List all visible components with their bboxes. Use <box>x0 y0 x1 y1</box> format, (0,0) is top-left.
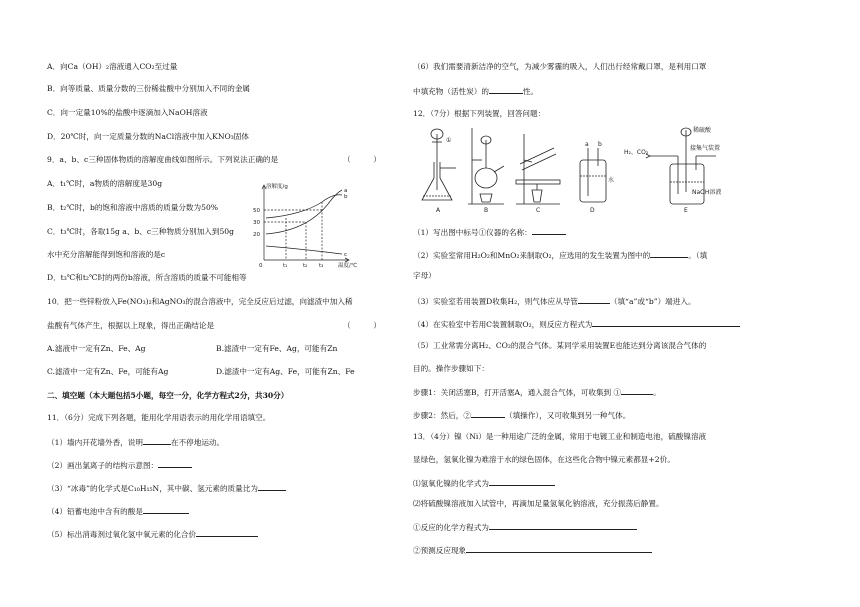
q11-sub3-blank[interactable] <box>258 482 286 491</box>
q12-sub1-text: （1）写出图中标号①仪器的名称： <box>413 228 532 237</box>
apparatus-figure <box>420 120 730 216</box>
q11-sub6-tail: 性。 <box>522 87 539 96</box>
q12-sub2-tail: 。（填 <box>688 251 708 260</box>
solubility-curve-graph <box>250 180 368 268</box>
q13-sub1-text: ⑴氢氧化镍的化学式为 <box>413 479 489 488</box>
apparatus-b <box>468 128 504 204</box>
q12-step1-text: 步骤1：关闭活塞B，打开活塞A，通入混合气体，可收集到 ① <box>413 388 622 397</box>
q10-paren: （ ） <box>343 321 381 330</box>
q11-sub4-blank[interactable] <box>143 505 189 514</box>
q11-sub6-blank[interactable] <box>489 85 523 94</box>
q11-sub6-line1: （6）我们需要清新洁净的空气，为减少雾霾的吸入，人们出行经常戴口罩，是利用口罩 <box>413 62 707 71</box>
q13-sub2-2-blank[interactable] <box>466 544 652 553</box>
water-label: 水 <box>608 177 615 184</box>
port-b-label: b <box>598 141 602 148</box>
q10-line2: 盐酸有气体产生，根据以上现象，得出正确结论是 <box>47 321 215 330</box>
q13-sub2-1-text: ①反应的化学方程式为 <box>413 523 489 532</box>
q13-line1: 13．（4分）镍（Ni）是一种用途广泛的金属，常用于电镀工业和制造电池，硫酸镍溶液 <box>413 432 707 441</box>
y-tick-20: 20 <box>253 232 260 238</box>
q12-step1-blank[interactable] <box>621 386 653 395</box>
q12-step1 <box>413 386 661 398</box>
label-d: D <box>590 207 595 214</box>
q12-stem: 12．（7分）根据下列装置，回答问题： <box>413 109 546 118</box>
q9-option-c-line2: 水中充分溶解能得到饱和溶液的是c <box>47 250 166 259</box>
gas-mixture-label: H₂、CO₂ <box>624 149 649 156</box>
q13-sub2-2-text: ②预测反应现象 <box>413 546 467 555</box>
section-2-heading: 二、填空题（本大题包括5小题，每空一分，化学方程式2分，共30分） <box>47 391 289 400</box>
y-tick-30: 30 <box>253 220 260 226</box>
q12-step2 <box>413 409 630 421</box>
q8-option-d: D．20℃时，向一定质量分数的NaCl溶液中加入KNO₃固体 <box>47 132 249 141</box>
q11-sub6-line2 <box>413 85 538 97</box>
q9-stem: 9．a、b、c三种固体物质的溶解度曲线如图所示。下列说法正确的是 <box>47 155 279 164</box>
q11-sub5-text: （5）标出消毒剂过氧化氢中氧元素的化合价 <box>47 530 197 539</box>
q11-stem: 11．（6分）完成下列各题，能用化学用语表示的用化学用语填空。 <box>47 413 271 422</box>
q11-sub6-text: 中填充物（活性炭）的 <box>413 87 489 96</box>
q11-sub2 <box>47 459 192 471</box>
q12-sub1 <box>413 226 566 238</box>
label-b: B <box>484 207 489 214</box>
q8-option-b: B．向等质量、质量分数的三份稀盐酸中分别加入不同的金属 <box>47 84 251 93</box>
q13-sub1 <box>413 477 555 489</box>
q11-sub5-blank[interactable] <box>196 528 258 537</box>
q12-sub3-text: （3）实验室若用装置D收集H₂，则气体应从导管 <box>413 297 578 306</box>
q11-sub1-tail: 在不停地运动。 <box>170 438 225 447</box>
x-axis-label: 温度/℃ <box>338 263 358 268</box>
q11-sub3 <box>47 482 286 494</box>
collect-label: 接集气装置 <box>690 145 721 152</box>
q12-step2-text: 步骤2：然后，② <box>413 411 471 420</box>
q10-option-b: B.滤渣中一定有Fe、Ag，可能有Zn <box>216 344 338 353</box>
curve-label-b: b <box>344 194 348 200</box>
label-c: C <box>536 207 541 214</box>
q11-sub1 <box>47 436 224 448</box>
q12-step1-tail: 。 <box>653 388 661 397</box>
q13-sub2-1 <box>413 521 637 533</box>
q12-sub3-blank[interactable] <box>578 295 610 304</box>
label-e: E <box>684 207 688 214</box>
x-tick-t2: t₂ <box>303 263 308 268</box>
q13-sub2-2 <box>413 544 652 556</box>
port-a-label: a <box>585 141 589 148</box>
q10-line1: 10．把一些锌粉放入Fe(NO₃)₂和AgNO₃的混合溶液中，完全反应后过滤，向滤渣中加入稀 <box>47 297 353 306</box>
q10-option-a: A.滤液中一定有Zn、Fe、Ag <box>47 344 146 353</box>
dilute-acid-label: 稀硫酸 <box>693 127 712 134</box>
y-axis-label: 溶解度/g <box>266 184 288 190</box>
q12-sub3-tail: （填“a”或“b”）端进入。 <box>609 297 696 306</box>
origin-label: 0 <box>259 263 263 268</box>
apparatus-d <box>580 148 606 202</box>
q8-option-a: A．向Ca（OH）₂溶液通入CO₂至过量 <box>47 62 178 71</box>
q11-sub4 <box>47 505 189 517</box>
q10-option-c: C.滤渣中一定有Zn、Fe，可能有Ag <box>47 367 169 376</box>
naoh-label: NaOH溶液 <box>692 189 722 196</box>
q11-sub1-text: （1）墙内开花墙外香，说明 <box>47 438 143 447</box>
q10-option-d: D.滤渣中一定有Ag、Fe，可能有Zn、Fe <box>216 367 355 376</box>
q11-sub4-text: （4）铅蓄电池中含有的酸是 <box>47 507 143 516</box>
curve-label-a: a <box>344 188 348 194</box>
q9-option-c-line1: C．t₃℃时，各取15g a、b、c三种物质分别加入到50g <box>47 227 235 236</box>
q12-sub3 <box>413 295 696 307</box>
q9-option-b: B．t₂℃时，b的饱和溶液中溶质的质量分数为50% <box>47 203 219 212</box>
q8-option-c: C．向一定量10%的盐酸中逐滴加入NaOH溶液 <box>47 108 208 117</box>
q12-sub2-text: （2）实验室常用H₂O₂和MnO₂来制取O₂，应选用的发生装置为图中的 <box>413 251 651 260</box>
apparatus-c <box>516 134 560 204</box>
q11-sub2-text: （2）画出氯离子的结构示意图： <box>47 461 159 470</box>
q9-option-a: A．t₁℃时，a物质的溶解度是30g <box>47 179 163 188</box>
label-a: A <box>436 207 441 214</box>
q13-sub1-blank[interactable] <box>489 477 555 486</box>
q13-sub2-1-blank[interactable] <box>489 521 637 530</box>
q9-option-d: D．t₃℃和t₂℃时的两份b溶液，所含溶质的质量不可能相等 <box>47 273 247 282</box>
q11-sub2-blank[interactable] <box>158 459 192 468</box>
q13-line2: 显绿色，氢氧化镍为难溶于水的绿色固体，在这些化合物中镍元素都显+2价。 <box>413 455 675 464</box>
q12-sub5-line2: 目的。操作步骤如下： <box>413 364 489 373</box>
x-tick-t1: t₁ <box>283 263 288 268</box>
q12-sub1-blank[interactable] <box>532 226 566 235</box>
q12-sub4 <box>413 318 740 330</box>
q11-sub1-blank[interactable] <box>143 436 171 445</box>
q11-sub3-text: （3）“冰毒”的化学式是C₁₀H₁₅N，其中碳、氢元素的质量比为 <box>47 484 258 493</box>
y-tick-50: 50 <box>253 208 260 214</box>
q12-sub2-blank[interactable] <box>650 249 688 258</box>
q12-sub4-text: （4）在实验室中若用C装置制取O₂，则反应方程式为 <box>413 320 593 329</box>
q11-sub5 <box>47 528 258 540</box>
curve-label-c: c <box>344 252 348 258</box>
q12-step2-blank[interactable] <box>471 409 505 418</box>
q12-sub4-blank[interactable] <box>592 318 740 327</box>
q12-sub2-line2: 字母） <box>413 271 436 280</box>
q12-sub2 <box>413 249 707 261</box>
q12-sub5-line1: （5）工业常需分离H₂、CO₂的混合气体。某同学采用装置E也能达到分离该混合气体的 <box>413 341 707 350</box>
q12-step2-tail: （填操作），又可收集到另一种气体。 <box>505 411 631 420</box>
circle-1-label: ① <box>446 137 452 144</box>
x-tick-t3: t₃ <box>319 263 324 268</box>
q13-sub2: ⑵将硫酸镍溶液加入试管中，再滴加足量氢氧化钠溶液，充分振荡后静置。 <box>413 499 664 508</box>
q9-paren: （ ） <box>343 155 381 164</box>
